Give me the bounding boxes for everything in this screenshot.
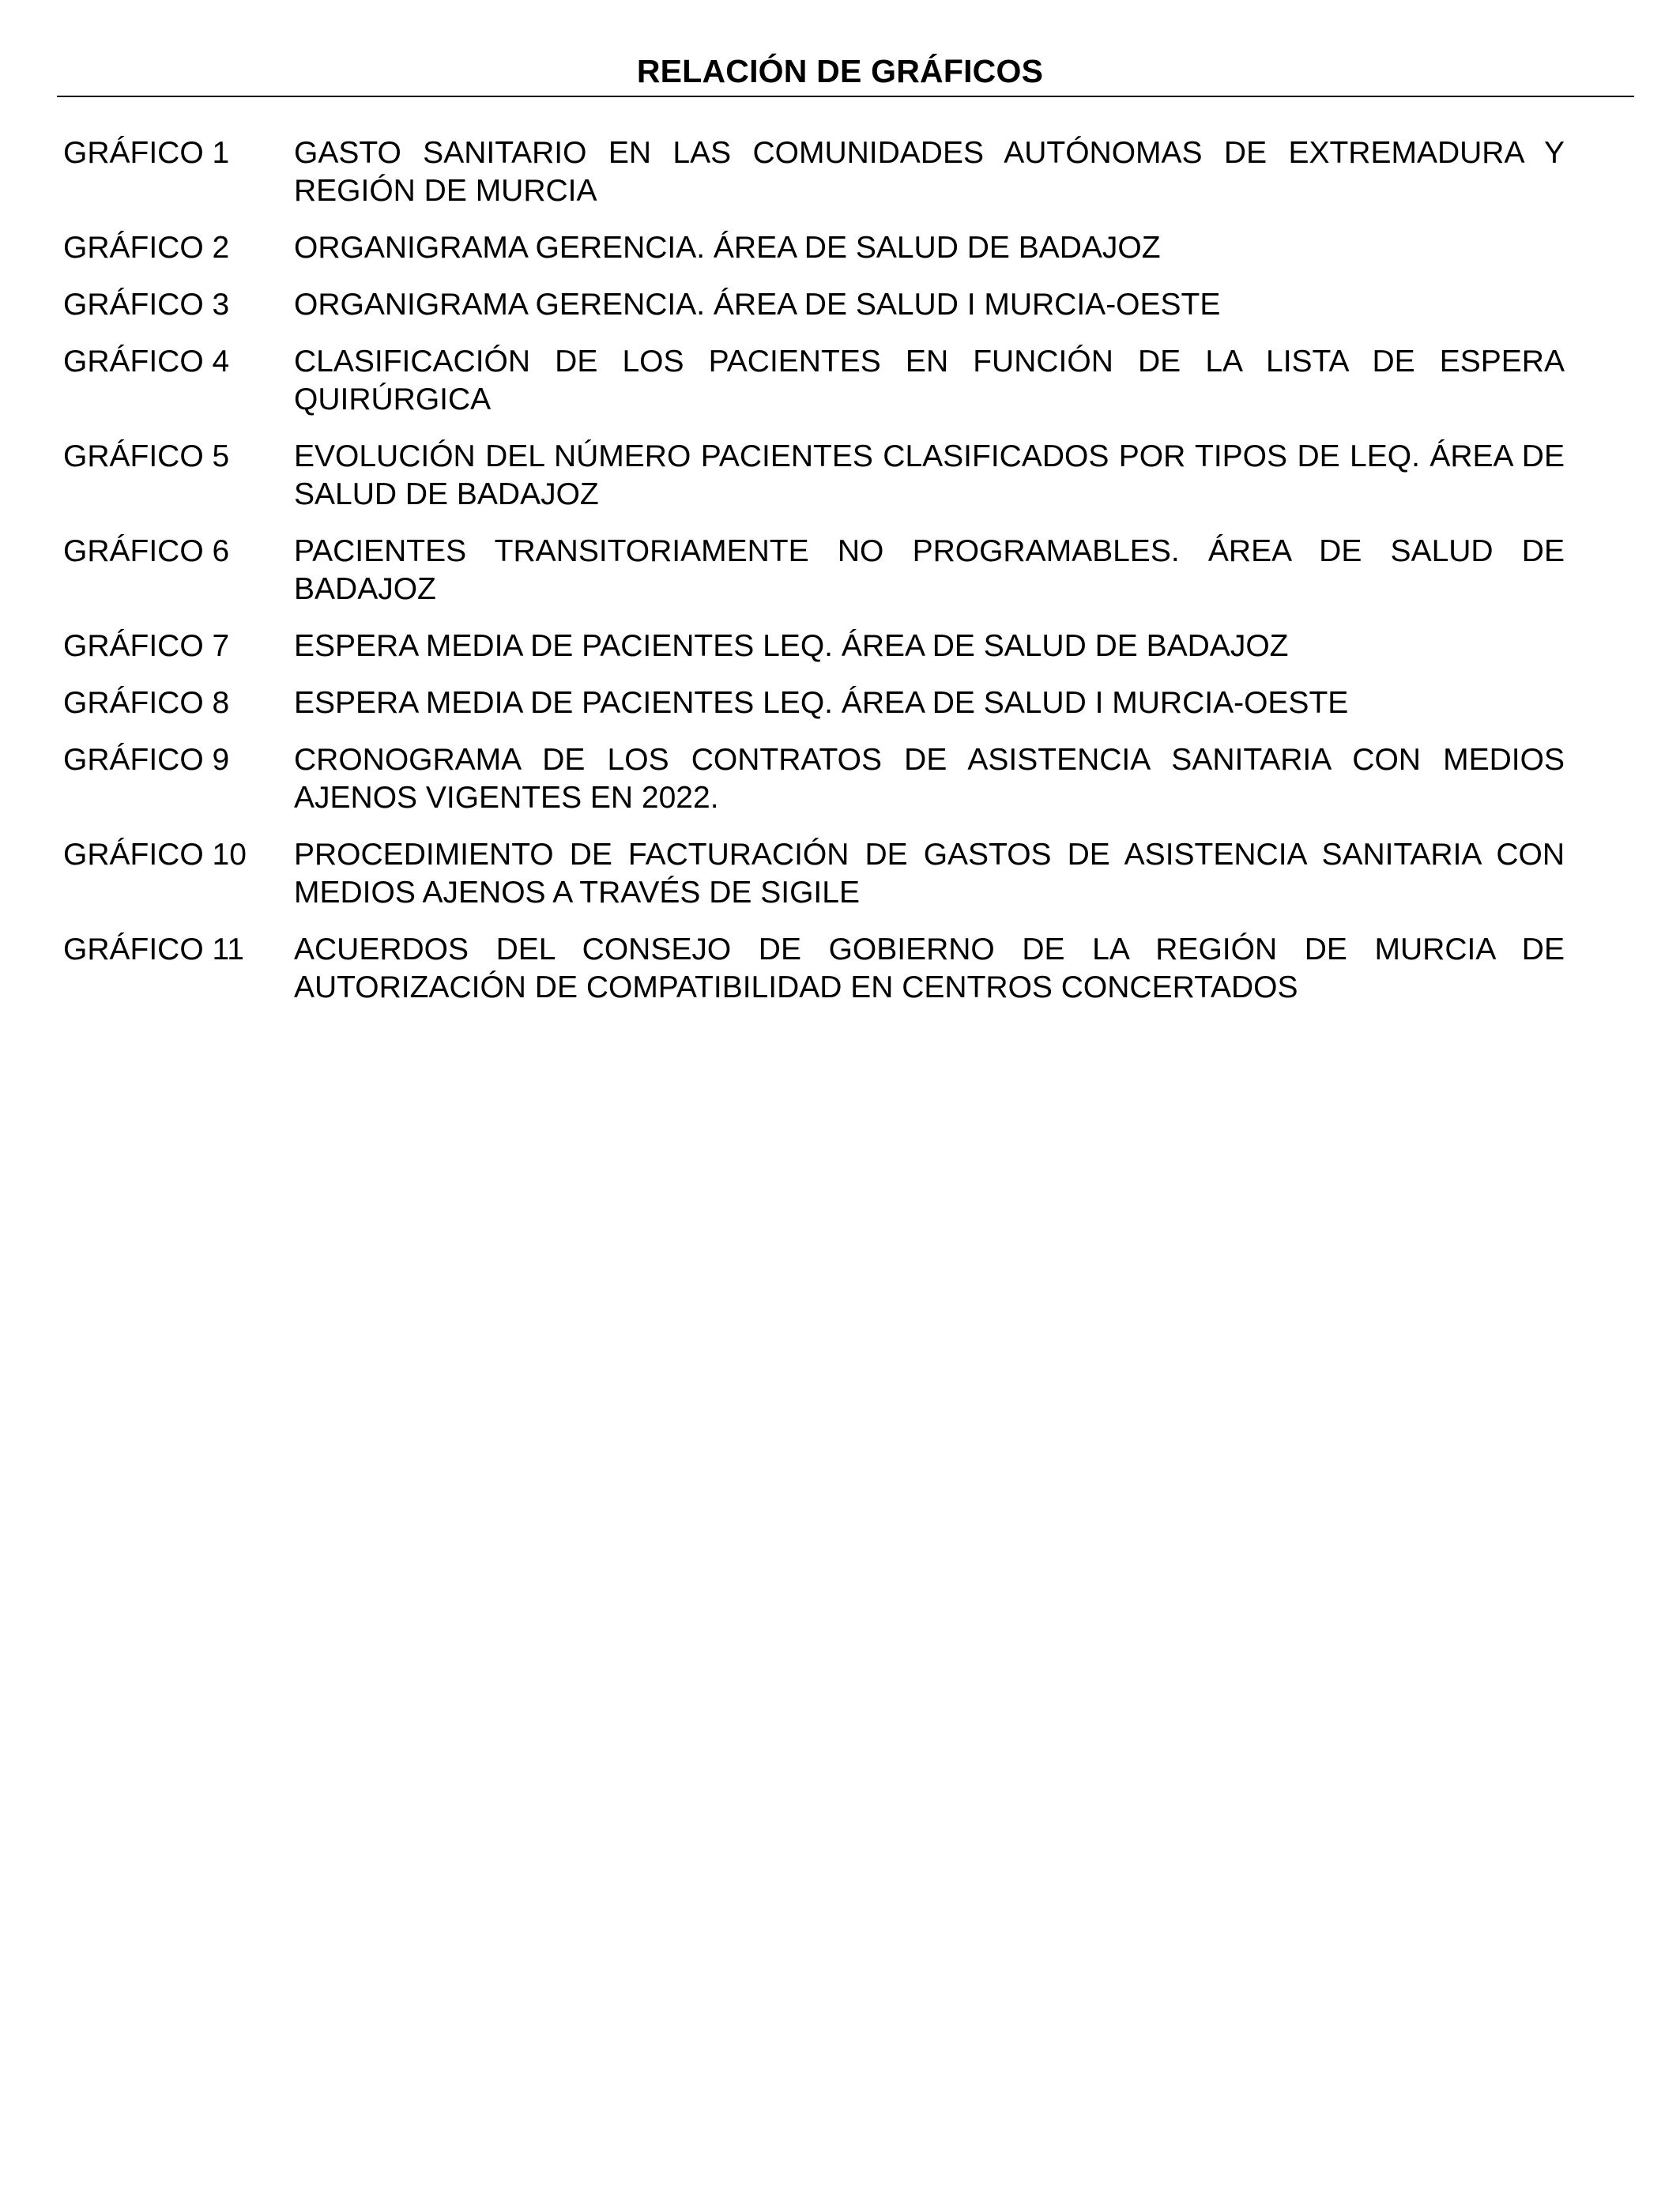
figure-title: EVOLUCIÓN DEL NÚMERO PACIENTES CLASIFICADOS POR TIPOS DE LEQ. ÁREA DE SALUD DE BADAJOZ [294,439,1565,511]
figure-label: GRÁFICO 9 [63,743,230,777]
figure-item-3 [63,286,1565,324]
figure-title: ESPERA MEDIA DE PACIENTES LEQ. ÁREA DE SALUD DE BADAJOZ [294,629,1289,663]
figure-item-6 [63,533,1565,608]
figure-label: GRÁFICO 11 [63,932,244,966]
figure-label: GRÁFICO 3 [63,288,230,322]
figure-label: GRÁFICO 2 [63,231,230,265]
figure-list [63,134,1565,1026]
figure-title: ORGANIGRAMA GERENCIA. ÁREA DE SALUD DE BADAJOZ [294,231,1161,265]
figure-title: PACIENTES TRANSITORIAMENTE NO PROGRAMABLES. ÁREA DE SALUD DE BADAJOZ [294,534,1565,606]
figure-item-7 [63,627,1565,665]
figure-label: GRÁFICO 4 [63,345,230,379]
figure-title: ESPERA MEDIA DE PACIENTES LEQ. ÁREA DE SALUD I MURCIA-OESTE [294,686,1349,720]
figure-item-8 [63,684,1565,722]
figure-item-11 [63,931,1565,1007]
figure-item-1 [63,134,1565,210]
figure-title: ACUERDOS DEL CONSEJO DE GOBIERNO DE LA REGIÓN DE MURCIA DE AUTORIZACIÓN DE COMPATIBILIDAD EN CENTROS CONCERTADOS [294,932,1565,1004]
figure-title: PROCEDIMIENTO DE FACTURACIÓN DE GASTOS DE ASISTENCIA SANITARIA CON MEDIOS AJENOS A TRAVÉS DE SIGILE [294,838,1565,910]
figure-title: CRONOGRAMA DE LOS CONTRATOS DE ASISTENCIA SANITARIA CON MEDIOS AJENOS VIGENTES EN 2022. [294,743,1565,815]
page-title: RELACIÓN DE GRÁFICOS [636,53,1044,89]
title-divider [57,96,1634,97]
figure-label: GRÁFICO 10 [63,838,247,872]
figure-item-9 [63,741,1565,817]
figure-label: GRÁFICO 8 [63,686,230,720]
figure-label: GRÁFICO 5 [63,439,230,473]
figure-label: GRÁFICO 7 [63,629,230,663]
figure-label: GRÁFICO 6 [63,534,230,568]
figure-title: GASTO SANITARIO EN LAS COMUNIDADES AUTÓNOMAS DE EXTREMADURA Y REGIÓN DE MURCIA [294,136,1565,208]
figure-item-4 [63,343,1565,419]
figure-title: CLASIFICACIÓN DE LOS PACIENTES EN FUNCIÓN DE LA LISTA DE ESPERA QUIRÚRGICA [294,345,1565,416]
figure-item-2 [63,229,1565,267]
figure-item-5 [63,438,1565,514]
figure-title: ORGANIGRAMA GERENCIA. ÁREA DE SALUD I MURCIA-OESTE [294,288,1221,322]
figure-label: GRÁFICO 1 [63,136,230,170]
figure-item-10 [63,836,1565,912]
